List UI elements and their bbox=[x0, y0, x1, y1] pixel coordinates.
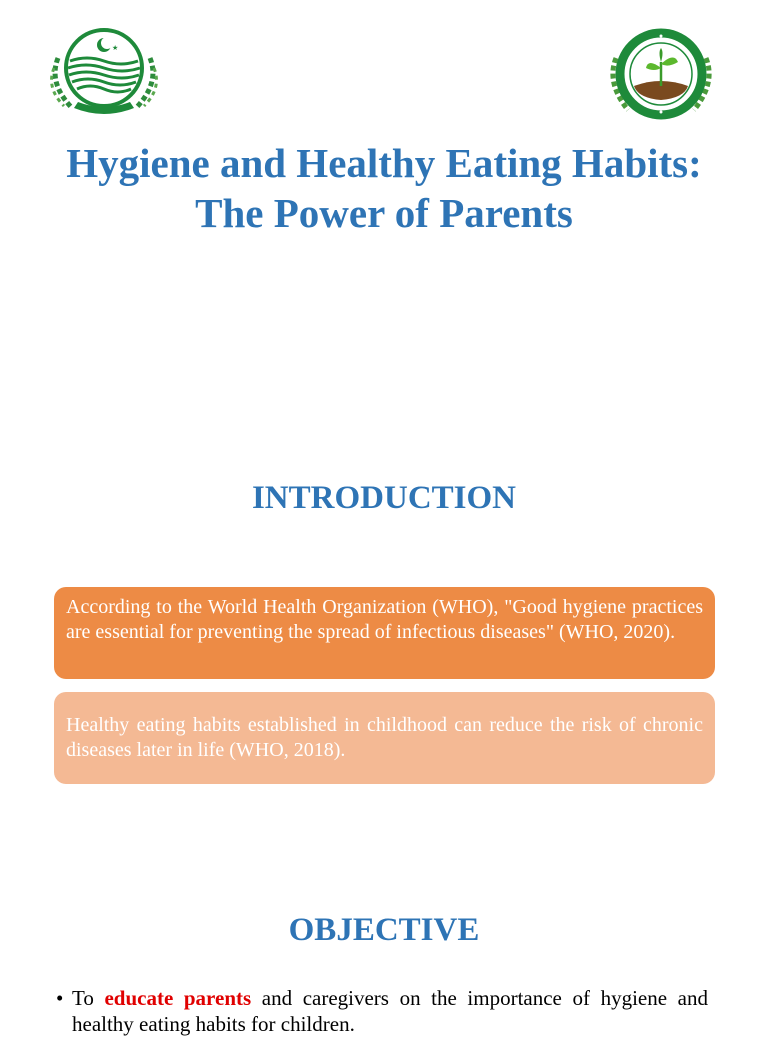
objective-item bbox=[56, 985, 708, 1037]
objective-heading: OBJECTIVE bbox=[288, 912, 480, 948]
government-of-punjab-logo bbox=[44, 28, 164, 118]
page-title: Hygiene and Healthy Eating Habits: The Power of Parents bbox=[66, 140, 702, 236]
introduction-point-who-hygiene: According to the World Health Organization (WHO), "Good hygiene practices are essential for preventing the spread of infectious diseases" (WHO, 2020). bbox=[54, 587, 715, 679]
introduction-point-healthy-eating: Healthy eating habits established in childhood can reduce the risk of chronic diseases later in life (WHO, 2018). bbox=[54, 692, 715, 784]
objective-item-suffix: and caregivers on the importance of hygiene and healthy eating habits for children. bbox=[72, 986, 708, 1036]
objective-item-prefix: To bbox=[72, 986, 105, 1010]
punjab-food-authority-logo bbox=[604, 28, 718, 122]
svg-text:★: ★ bbox=[112, 44, 119, 52]
objective-item-highlight: educate parents bbox=[104, 986, 252, 1010]
introduction-heading: INTRODUCTION bbox=[251, 480, 517, 516]
bullet-icon: • bbox=[56, 986, 64, 1010]
objective-list bbox=[56, 985, 708, 1037]
